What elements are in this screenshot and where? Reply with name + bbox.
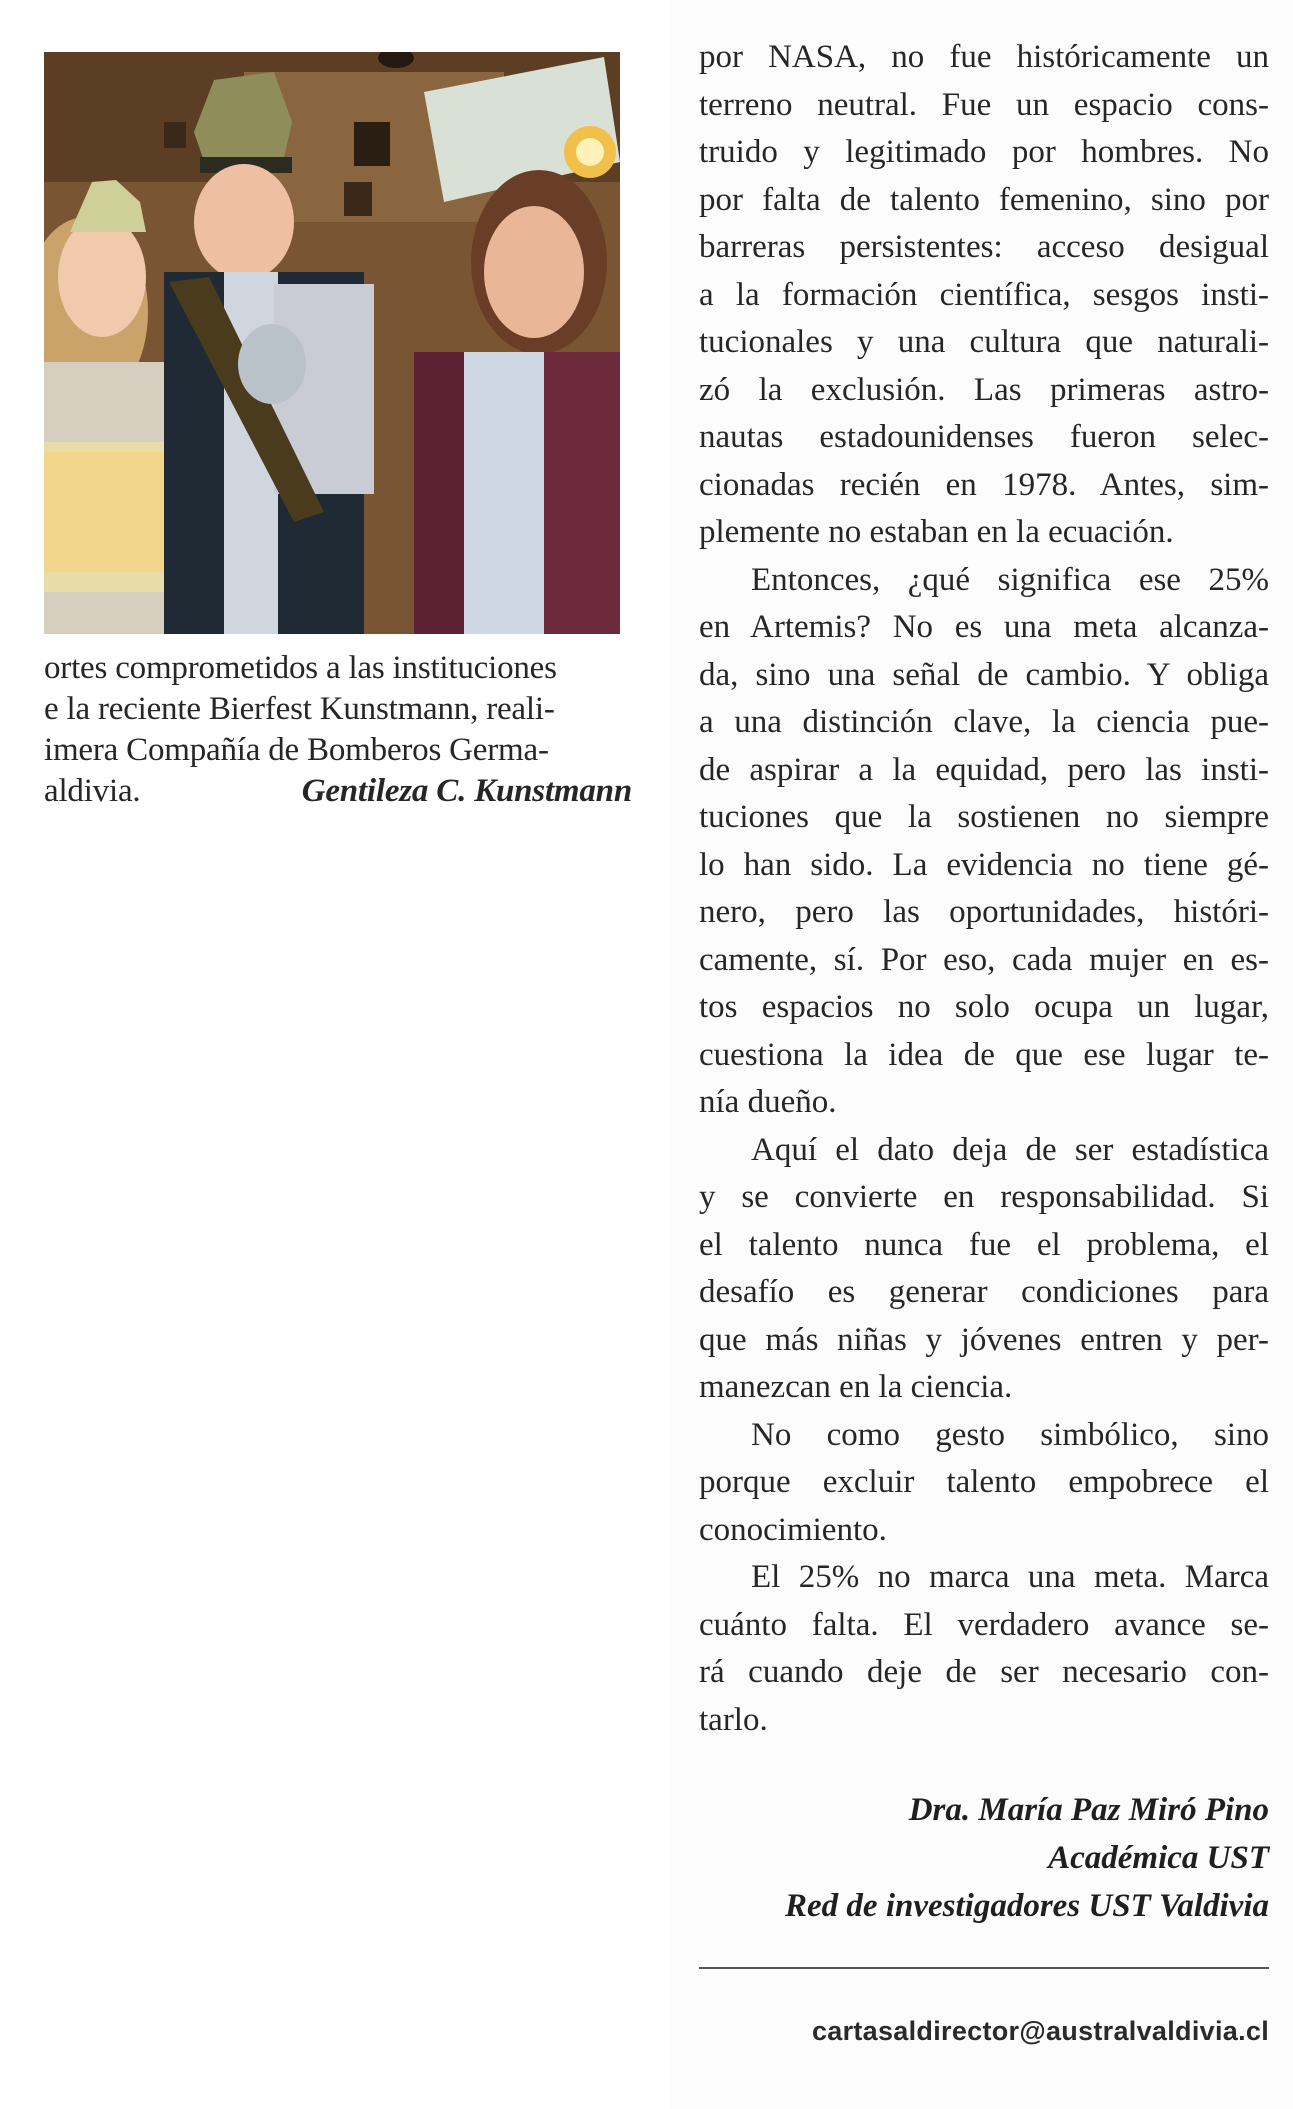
article-line: cuánto falta. El verdadero avance se-	[699, 1606, 1269, 1643]
article-line: barreras persistentes: acceso desigual	[699, 229, 1269, 265]
article-line: da, sino una señal de cambio. Y obliga	[699, 656, 1269, 693]
article-line: conocimiento.	[699, 1511, 887, 1548]
news-photo	[44, 52, 620, 634]
article-line: tarlo.	[699, 1701, 768, 1738]
article-line: en Artemis? No es una meta alcanza-	[699, 609, 1269, 645]
caption-line: ortes comprometidos a las instituciones	[44, 650, 557, 686]
author-role: Académica UST	[1048, 1840, 1269, 1876]
author-network: Red de investigadores UST Valdivia	[785, 1888, 1269, 1924]
article-line: zó la exclusión. Las primeras astro-	[699, 371, 1269, 408]
contact-email[interactable]: cartasaldirector@australvaldivia.cl	[811, 2016, 1269, 2046]
article-line: rá cuando deje de ser necesario con-	[699, 1654, 1269, 1690]
article-line: cuestiona la idea de que ese lugar te-	[699, 1036, 1269, 1073]
caption-last-line: aldivia.	[44, 773, 141, 809]
article-line: por falta de talento femenino, sino por	[699, 181, 1269, 218]
article-line: desafío es generar condiciones para	[699, 1274, 1269, 1310]
article-line: de aspirar a la equidad, pero las insti-	[699, 751, 1269, 788]
article-line: tuciones que la sostienen no siempre	[699, 799, 1269, 835]
article-line: a una distinción clave, la ciencia pue-	[699, 704, 1269, 740]
article-line: nero, pero las oportunidades, históri-	[699, 894, 1269, 930]
article-line: cionadas recién en 1978. Antes, sim-	[699, 466, 1269, 503]
article-line: por NASA, no fue históricamente un	[699, 39, 1269, 75]
article-line: tucionales y una cultura que naturali-	[699, 324, 1269, 360]
article-line: truido y legitimado por hombres. No	[699, 134, 1269, 170]
article-line: el talento nunca fue el problema, el	[699, 1226, 1269, 1263]
article-line: Aquí el dato deja de ser estadística	[751, 1131, 1269, 1168]
signature-block	[785, 1786, 1269, 1930]
photo-caption	[44, 648, 632, 812]
article-line: tos espacios no solo ocupa un lugar,	[699, 989, 1269, 1025]
article-line: porque excluir talento empobrece el	[699, 1464, 1269, 1500]
caption-credit-row	[44, 771, 632, 812]
article-line: El 25% no marca una meta. Marca	[751, 1559, 1269, 1595]
article-line: terreno neutral. Fue un espacio cons-	[699, 86, 1269, 123]
article-line: camente, sí. Por eso, cada mujer en es-	[699, 941, 1269, 978]
author-name: Dra. María Paz Miró Pino	[908, 1792, 1269, 1828]
letter-body	[699, 34, 1269, 1744]
caption-line: imera Compañía de Bomberos Germa-	[44, 732, 549, 768]
photo-credit: Gentileza C. Kunstmann	[301, 773, 632, 809]
article-line: No como gesto simbólico, sino	[751, 1416, 1269, 1453]
article-line: plemente no estaban en la ecuación.	[699, 514, 1174, 550]
article-line: nía dueño.	[699, 1084, 837, 1120]
article-line: Entonces, ¿qué significa ese 25%	[751, 561, 1269, 598]
photo-people-icon	[44, 52, 620, 634]
article-line: nautas estadounidenses fueron selec-	[699, 419, 1269, 455]
divider	[699, 1967, 1269, 1969]
article-line: a la formación científica, sesgos insti-	[699, 276, 1269, 313]
caption-line: e la reciente Bierfest Kunstmann, reali-	[44, 691, 555, 727]
article-line: que más niñas y jóvenes entren y per-	[699, 1321, 1269, 1358]
article-line: lo han sido. La evidencia no tiene gé-	[699, 846, 1269, 883]
article-line: y se convierte en responsabilidad. Si	[699, 1179, 1269, 1215]
article-line: manezcan en la ciencia.	[699, 1369, 1013, 1405]
